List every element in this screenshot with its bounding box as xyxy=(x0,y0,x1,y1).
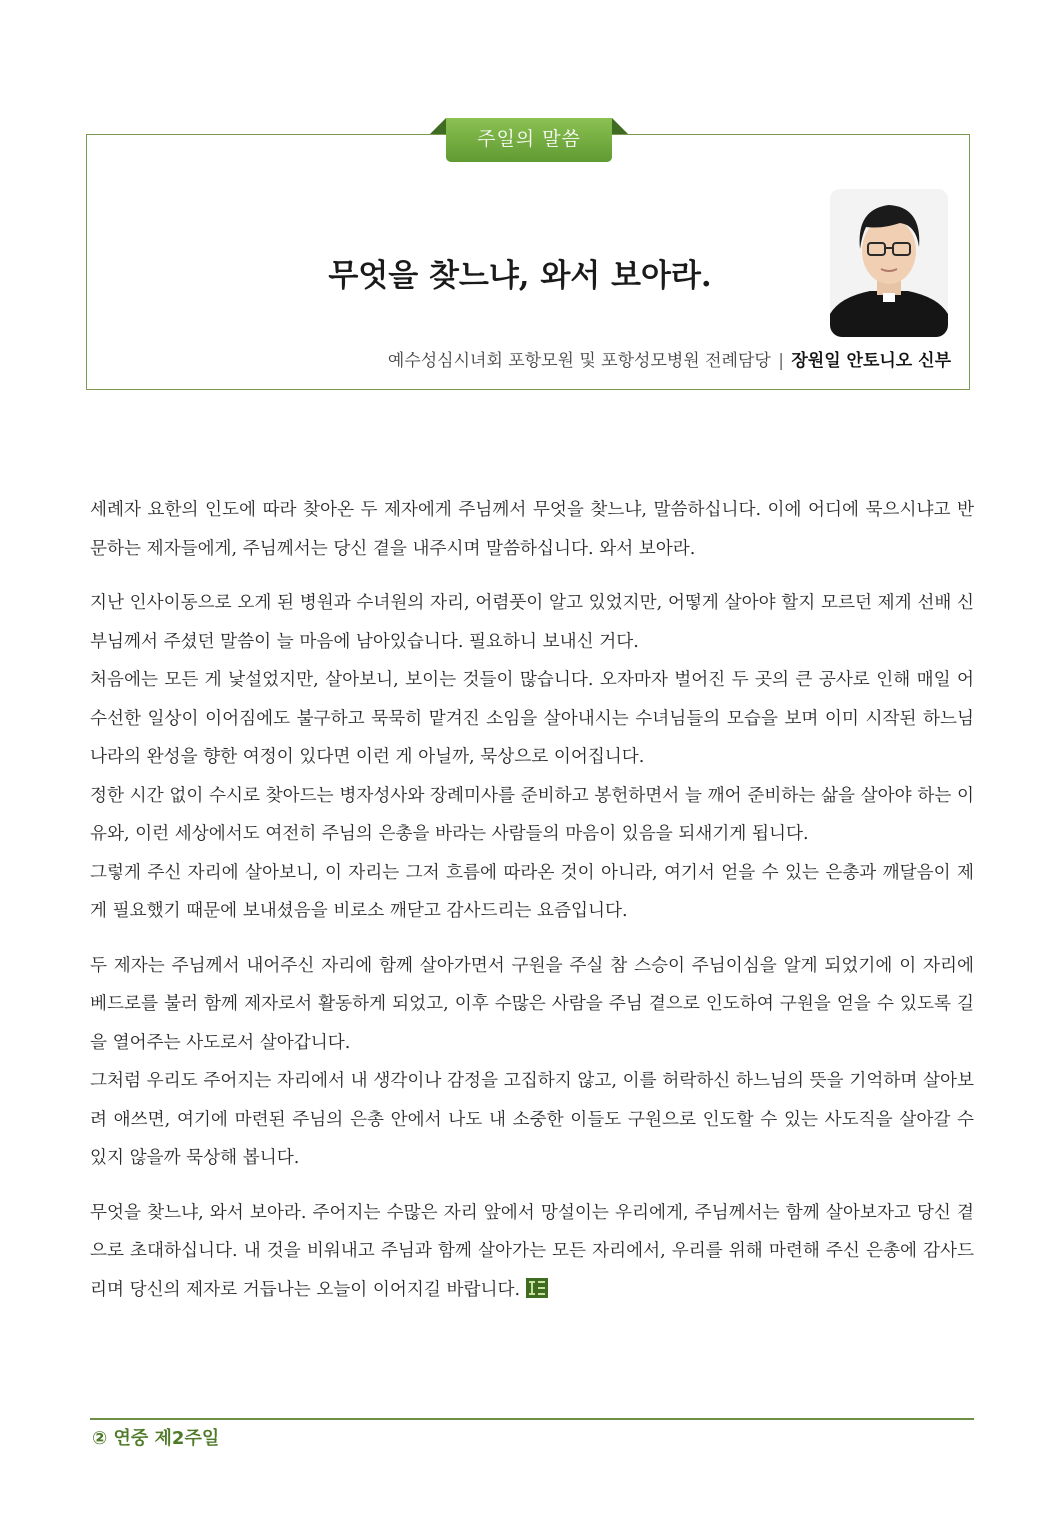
byline-author: 장원일 안토니오 신부 xyxy=(791,351,951,371)
paragraph: 정한 시간 없이 수시로 찾아드는 병자성사와 장례미사를 준비하고 봉헌하면서 늘 깨어 준비하는 삶을 살아야 하는 이유와, 이런 세상에서도 여전히 주님의 은총을 바라는 사람들의 마음이 있음을 되새기게 됩니다. xyxy=(90,785,974,844)
footer-divider xyxy=(90,1418,974,1420)
paragraph-last xyxy=(90,1194,974,1310)
byline-org: 예수성심시녀회 포항모원 및 포항성모병원 전례담당 xyxy=(387,351,771,371)
paragraph: 세례자 요한의 인도에 따라 찾아온 두 제자에게 주님께서 무엇을 찾느냐, 말씀하십니다. 이에 어디에 묵으시냐고 반문하는 제자들에게, 주님께서는 당신 곁을 내주시며 말씀하십니다. 와서 보아라. xyxy=(90,500,975,559)
paragraph: 처음에는 모든 게 낯설었지만, 살아보니, 보이는 것들이 많습니다. 오자마자 벌어진 두 곳의 큰 공사로 인해 매일 어수선한 일상이 이어짐에도 불구하고 묵묵히 맡겨진 소임을 살아내시는 수녀님들의 모습을 보며 이미 시작된 하느님 나라의 완성을 향한 여정이 있다면 이런 게 아닐까, 묵상으로 이어집니다. xyxy=(90,670,974,767)
priest-portrait-icon xyxy=(830,189,948,337)
page-title: 무엇을 찾느냐, 와서 보아라. xyxy=(328,258,712,294)
paragraph: 그처럼 우리도 주어지는 자리에서 내 생각이나 감정을 고집하지 않고, 이를 허락하신 하느님의 뜻을 기억하며 살아보려 애쓰면, 여기에 마련된 주님의 은총 안에서 나도 내 소중한 이들도 구원으로 인도할 수 있는 사도직을 살아갈 수 있지 않을까 묵상해 봅니다. xyxy=(90,1071,974,1168)
section-tab-label: 주일의 말씀 xyxy=(446,118,612,162)
paragraph: 그렇게 주신 자리에 살아보니, 이 자리는 그저 흐름에 따라온 것이 아니라, 여기서 얻을 수 있는 은총과 깨달음이 제게 필요했기 때문에 보내셨음을 비로소 깨닫고 감사드리는 요즘입니다. xyxy=(90,862,974,921)
page-footer: ② 연중 제2주일 xyxy=(92,1428,220,1449)
paragraph: 두 제자는 주님께서 내어주신 자리에 함께 살아가면서 구원을 주실 참 스승이 주님이심을 알게 되었기에 이 자리에 베드로를 불러 함께 제자로서 활동하게 되었고, 이후 수많은 사람을 주님 곁으로 인도하여 구원을 얻을 수 있도록 길을 열어주는 사도로서 살아갑니다. xyxy=(90,955,974,1053)
article-body xyxy=(90,491,974,1325)
tab-fold-left xyxy=(430,118,446,134)
author-photo xyxy=(830,189,948,337)
byline xyxy=(388,346,951,371)
tab-fold-right xyxy=(612,118,628,134)
paragraph-text: 무엇을 찾느냐, 와서 보아라. 주어지는 수많은 자리 앞에서 망설이는 우리에게, 주님께서는 함께 살아보자고 당신 곁으로 초대하십니다. 내 것을 비워내고 주님과 함께 살아가는 모든 자리에서, 우리를 위해 마련해 주신 은총에 감사드리며 당신의 제자로 거듭나는 오늘이 이어지길 바랍니다. xyxy=(90,1202,974,1300)
end-mark-icon xyxy=(526,1278,548,1298)
paragraph: 지난 인사이동으로 오게 된 병원과 수녀원의 자리, 어렴풋이 알고 있었지만, 어떻게 살아야 할지 모르던 제게 선배 신부님께서 주셨던 말씀이 늘 마음에 남아있습니다. 필요하니 보내신 거다. xyxy=(90,593,974,652)
byline-separator: | xyxy=(778,351,784,371)
section-tab xyxy=(430,118,628,162)
